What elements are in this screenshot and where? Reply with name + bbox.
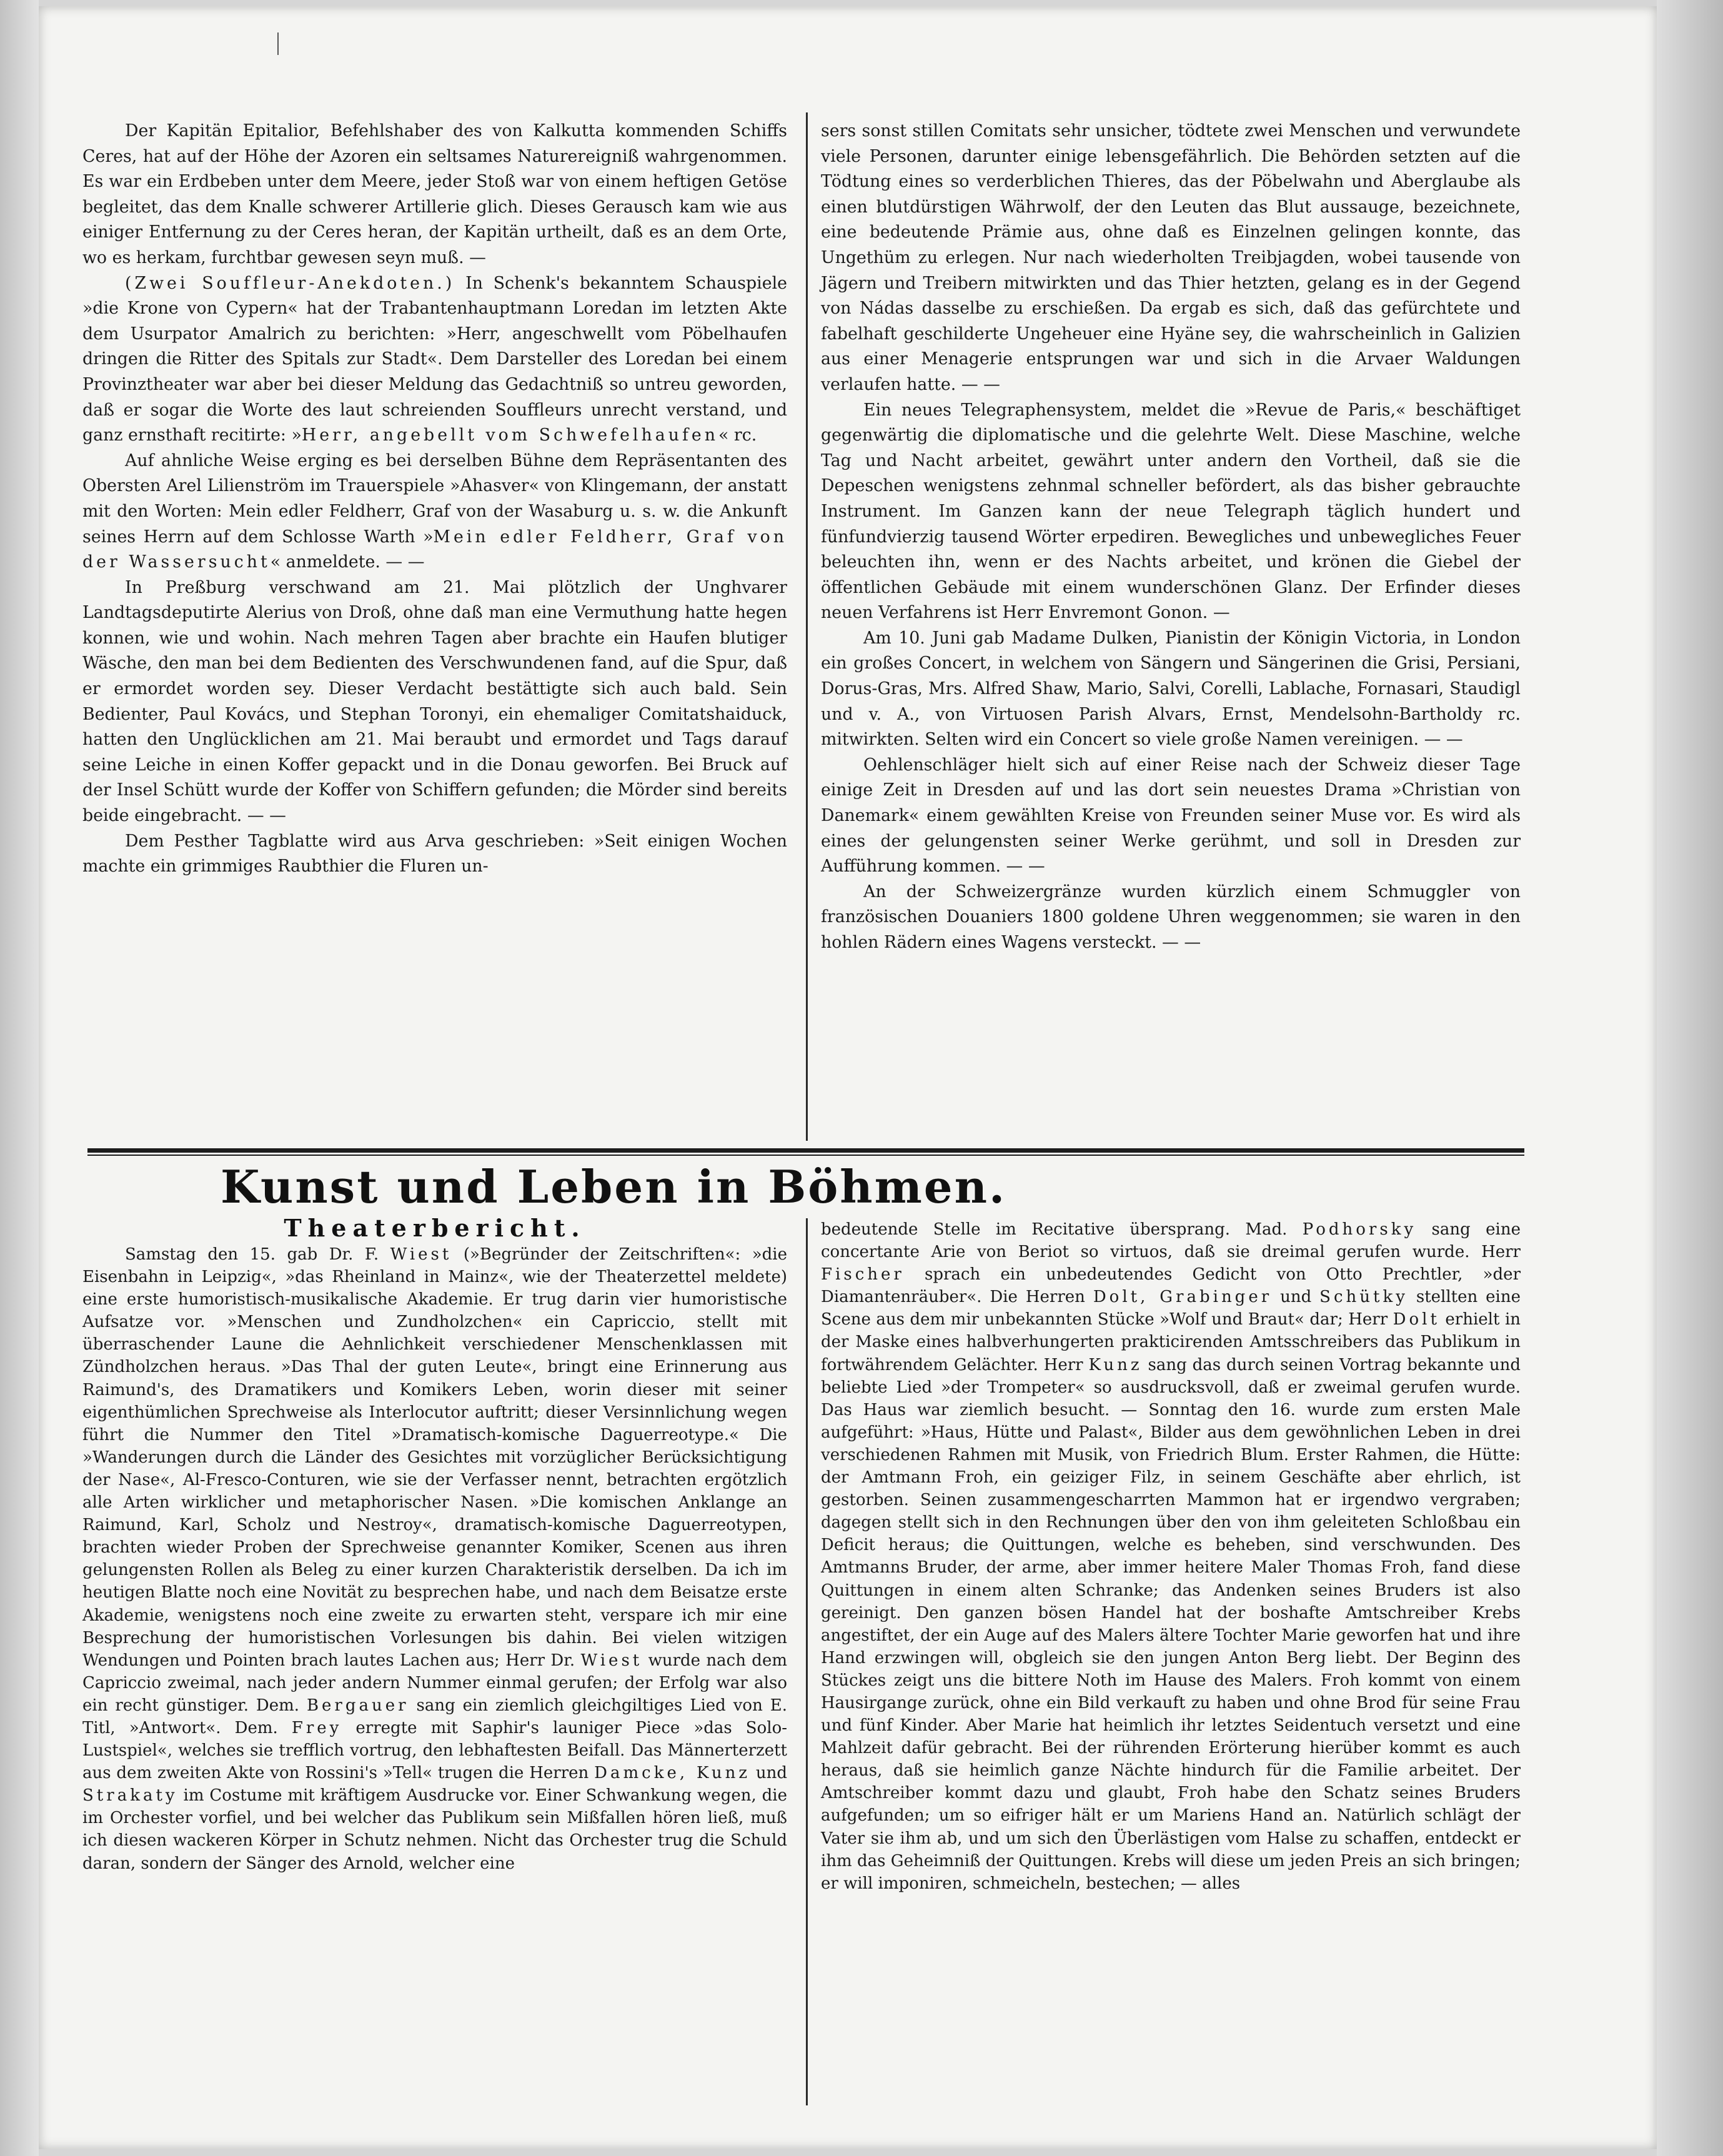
binding-shadow — [0, 0, 39, 2156]
text-run: sang eine concertante Arie von Beriot so virtuos, daß sie dreimal gerufen wurde. Herr — [821, 1220, 1521, 1262]
paragraph-hyena: sers sonst stillen Comitats sehr unsicher, tödtete zwei Menschen und verwundete viele Personen, darunter einige lebensgefährlich. Die Behörden setzten auf die Tödtung eines so verderblichen Thieres, das der Pöbelwahn und Aberglaube als einen blutdürstigen Währwolf, der den Leuten das Blut aussauge, bezeichnete, eine bedeutende Prämie aus, ohne daß es Einzelnen gelingen konnte, das Ungethüm zu erlegen. Nur nach wiederholten Treibjagden, wobei tausende von Jägern und Treibern mitwirkten und das Thier hetzten, gelang es in der Gegend von Nádas dasselbe zu erschießen. Da ergab es sich, daß das gefürchtete und fabelhaft geschilderte Ungeheuer eine Hyäne sey, die wahrscheinlich in Galizien aus einer Menagerie entsprungen war und sich in die Arvaer Waldungen verlaufen hatte. — — — [821, 121, 1521, 394]
name-dolt: Dolt — [1393, 1310, 1440, 1329]
paragraph-concert: Am 10. Juni gab Madame Dulken, Pianistin der Königin Victoria, in London ein großes Concert, in welchem von Sängern und Sängerinen die Grisi, Persiani, Dorus-Gras, Mrs. Alfred Shaw, Mario, Salvi, Corelli, Lablache, Fornasari, Staudigl und v. A., von Virtuosen Parish Alvars, Ernst, Mendelsohn-Bartholdy rc. mitwirkten. Selten wird ein Concert so viele große Namen vereinigen. — — — [821, 628, 1521, 750]
subsection-title: Theaterbericht. — [284, 1214, 586, 1242]
name-kunz: Kunz — [1088, 1355, 1143, 1374]
paragraph-pressburg: In Preßburg verschwand am 21. Mai plötzlich der Unghvarer Landtagsdeputirte Alerius von Droß, ohne daß man eine Vermuthung hatte hegen konnen, wie und wohin. Nach mehren Tagen aber brachte ein Haufen blutiger Wäsche, den man bei dem Bedienten des Verschwundenen fand, auf die Spur, daß er ermordet worden sey. Dieser Verdacht bestättigte sich auch bald. Sein Bedienter, Paul Kovács, und Stephan Toronyi, ein ehemaliger Comitatshaiduck, hatten den Unglücklichen am 21. Mai beraubt und ermordet und Tags darauf seine Leiche in einen Koffer gepackt und in die Donau geworfen. Bei Bruck auf der Insel Schütt wurde der Koffer von Schiffern gefunden; die Mörder sind bereits beide eingebracht. — — — [82, 577, 787, 826]
edge-shadow — [1657, 0, 1723, 2156]
column-divider-bottom — [806, 1218, 808, 2105]
souffleur-end: « rc. — [718, 425, 757, 445]
paragraph-earthquake: Der Kapitän Epitalior, Befehlshaber des von Kalkutta kommenden Schiffs Ceres, hat auf der Höhe der Azoren ein seltsames Naturereigniß wahrgenommen. Es war ein Erdbeben unter dem Meere, jeder Stoß war von einem heftigen Getöse begleitet, das dem Knalle schwerer Artillerie glich. Dieses Gerausch kam wie aus einiger Entfernung zu der Ceres heran, der Kapitän urtheilt, daß es an dem Orte, wo es herkam, furchtbar gewesen seyn muß. — — [82, 121, 787, 267]
name-damcke-kunz: Damcke, Kunz — [594, 1764, 751, 1783]
text-run: bedeutende Stelle im Recitative übersprang. Mad. — [821, 1220, 1303, 1239]
article-column-bottom-right — [821, 1218, 1521, 1895]
name-fischer: Fischer — [821, 1265, 905, 1284]
text-run: sang das durch seinen Vortrag bekannte und beliebte Lied »der Trompeter« so ausdrucksvoll, daß er zweimal gerufen wurde. Das Haus war ziemlich besucht. — Sonntag den 16. wurde zum ersten Male aufgeführt: »Haus, Hütte und Palast«, Bilder aus dem gewöhnlichen Leben in drei verschiedenen Rahmen mit Musik, von Friedrich Blum. Erster Rahmen, die Hütte: der Amtmann Froh, ein geiziger Filz, in seinem Geschäfte aber ehrlich, ist gestorben. Seinen zusammengescharrten Mammon hat er irgendwo vergraben; dagegen stellt sich in den Rechnungen über den von ihm geleiteten Schloßbau ein Deficit heraus; die Quittungen, welche es beheben, sind verschwunden. Des Amtmanns Bruder, der arme, aber immer heitere Maler Thomas Froh, fand diese Quittungen in einem alten Schranke; das Andenken seines Bruders ist also gereinigt. Den ganzen bösen Handel hat der boshafte Amtschreiber Krebs angestiftet, der ein Auge auf des Malers ältere Tochter Marie geworfen hat und ihre Hand erzwingen will, obgleich sie den jungen Anton Berg liebt. Der Beginn des Stückes zeigt uns die bittere Noth im Hause des Malers. Froh kommt von einem Hausirgange zurück, ohne ein Bild verkauft zu haben und ohne Brod für seine Frau und fünf Kinder. Aber Marie hat heimlich ihr letztes Seidentuch versetzt und eine Mahlzeit dafür gebracht. Bei der rührenden Erörterung hierüber kommt es auch heraus, daß sie heimlich ganze Nächte hindurch für die Familie arbeitet. Der Amtschreiber kommt dazu und glaubt, Froh habe den Schatz seines Bruders aufgefunden; um so eifriger hält er um Mariens Hand an. Natürlich schlägt der Vater sie ihm ab, und um sich den Überlästigen vom Halse zu schaffen, entdeckt er ihm das Geheimniß der Quittungen. Krebs will diese um jeden Preis an sich bringen; er will imponiren, schmeicheln, bestechen; — alles — [821, 1355, 1521, 1893]
souffleur-emphasis: Herr, angebellt vom Schwefelhaufen — [301, 425, 718, 445]
ahasver-emphasis: Mein edler Feldherr, Graf von der Wassersucht — [82, 527, 787, 572]
text-run: und — [1272, 1288, 1320, 1307]
text-run: Samstag den 15. gab Dr. F. — [125, 1245, 390, 1264]
name-podhorsky: Podhorsky — [1302, 1220, 1417, 1239]
article-column-top-left — [82, 119, 787, 880]
name-schuetky: Schütky — [1319, 1288, 1408, 1307]
ahasver-text: Auf ahnliche Weise erging es bei derselben Bühne dem Repräsentanten des Obersten Arel Lilienström im Trauerspiele »Ahasver« von Klingemann, der anstatt mit den Worten: Mein edler Feldherr, Graf von der Wasaburg u. s. w. die Ankunft seines Herrn auf dem Schlosse Warth » — [82, 450, 787, 547]
text-run: erhielt in der Maske eines halbverhungerten prakticirenden Amtsschreibers das Publikum in fortwährendem Gelächter. Herr — [821, 1310, 1521, 1374]
souffleur-text: In Schenk's bekanntem Schauspiele »die Krone von Cypern« hat der Trabantenhauptmann Loredan im letzten Akte dem Usurpator Amalrich zu berichten: »Herr, angeschwellt vom Pöbelhaufen dringen die Ritter des Spitals zur Stadt«. Dem Darsteller des Loredan bei einem Provinztheater war aber bei dieser Meldung das Gedachtniß so untreu geworden, daß er sogar die Worte des laut schreienden Souffleurs unrecht verstand, und ganz ernsthaft recitirte: » — [82, 273, 787, 445]
article-column-bottom-left — [82, 1243, 787, 1875]
souffleur-heading: (Zwei Souffleur-Anekdoten.) — [125, 273, 455, 293]
name-wiest: Wiest — [580, 1651, 643, 1670]
paragraph-oehlenschlaeger: Oehlenschläger hielt sich auf einer Reise nach der Schweiz dieser Tage einige Zeit in Dresden auf und las dort sein neuestes Drama »Christian von Danemark« einem gewählten Kreise von Freunden seiner Muse vor. Es wird als eines der gelungensten seiner Werke gerühmt, und soll in Dresden zur Aufführung kommen. — — — [821, 755, 1521, 877]
name-strakaty: Strakaty — [82, 1786, 178, 1806]
text-run: wurde nach dem Capriccio zweimal, nach jeder andern Nummer einmal gerufen; der Erfolg war also ein recht günstiger. Dem. — [82, 1651, 787, 1715]
text-run: im Costume mit kräftigem Ausdrucke vor. Einer Schwankung wegen, die im Orchester vorfiel, und bei welcher das Publikum sein Mißfallen hören ließ, muß ich diesen wackeren Körper in Schutz nehmen. Nicht das Orchester trug die Schuld daran, sondern der Sänger des Arnold, welcher eine — [82, 1786, 787, 1873]
text-run: sprach ein unbedeutendes Gedicht von Otto Prechtler, »der Diamantenräuber«. Die Herren — [821, 1265, 1521, 1307]
column-divider-top — [806, 112, 808, 1141]
ahasver-end: « anmeldete. — — — [270, 552, 425, 572]
paragraph-souffleur — [82, 271, 787, 449]
name-dolt-grabinger: Dolt, Grabinger — [1093, 1288, 1273, 1307]
text-run: und — [750, 1764, 787, 1783]
text-run: stellten eine Scene aus dem mir unbekannten Stücke »Wolf und Braut« dar; Herr — [821, 1288, 1521, 1329]
text-run: (»Begründer der Zeitschriften«: »die Eisenbahn in Leipzig«, »das Rheinland in Mainz«, wie der Theaterzettel meldete) eine erste humoristisch-musikalische Akademie. Er trug darin vier humoristische Aufsatze vor. »Menschen und Zundholzchen« ein Capriccio, stellt mit überraschender Laune die Aehnlichkeit verschiedener Menschenklassen mit Zündholzchen heraus. »Das Thal der guten Leute«, bringt eine Erinnerung aus Raimund's, des Dramatikers und Komikers Leben, worin dieser mit seiner eigenthümlichen Sprechweise als Interlocutor auftritt; dieser Versinnlichung wegen führt die Nummer den Titel »Dramatisch-komische Daguerreotype.« Die »Wanderungen durch die Länder des Gesichtes mit vorzüglicher Berücksichtigung der Nase«, Al-Fresco-Conturen, wie sie der Verfasser nennt, betrachten ergötzlich alle Arten wirklicher und metaphorischer Nasen. »Die komischen Anklange an Raimund, Karl, Scholz und Nestroy«, dramatisch-komische Daguerreotypen, brachten wieder Proben der Sprechweise genannter Komiker, Scenen aus ihren gelungensten Rollen als Beleg zu einer kurzen Charakteristik derselben. Da ich im heutigen Blatte noch eine Novität zu besprechen habe, und nach dem Beisatze erste Akademie, wenigstens noch eine zweite zu erwarten steht, verspare ich mir eine Besprechung der humoristischen Vorlesungen bis dahin. Bei vielen witzigen Wendungen und Pointen brach lautes Lachen aus; Herr Dr. — [82, 1245, 787, 1670]
article-column-top-right — [821, 119, 1521, 956]
text-run: sang ein ziemlich gleichgiltiges Lied von E. Titl, »Antwort«. Dem. — [82, 1696, 787, 1737]
page-mark — [277, 32, 279, 55]
section-title: Kunst und Leben in Böhmen. — [220, 1160, 1007, 1213]
name-bergauer: Bergauer — [306, 1696, 409, 1715]
paragraph-theater-report-cont — [821, 1218, 1521, 1895]
section-rule-thin — [87, 1155, 1524, 1156]
section-rule-thick — [87, 1148, 1524, 1153]
paragraph-smuggler: An der Schweizergränze wurden kürzlich einem Schmuggler von französischen Douaniers 1800 goldene Uhren weggenommen; sie waren in den hohlen Rädern eines Wagens versteckt. — — — [821, 882, 1521, 952]
paragraph-ahasver — [82, 449, 787, 575]
text-run: erregte mit Saphir's launiger Piece »das Solo-Lustspiel«, welches sie trefflich vortrug, den lebhaftesten Beifall. Das Männerterzett aus dem zweiten Akte von Rossini's »Tell« trugen die Herren — [82, 1718, 788, 1783]
name-wiest: Wiest — [390, 1245, 452, 1264]
name-frey: Frey — [291, 1718, 342, 1737]
paragraph-pesther: Dem Pesther Tagblatte wird aus Arva geschrieben: »Seit einigen Wochen machte ein grimmiges Raubthier die Fluren un- — [82, 831, 787, 877]
paragraph-theater-report — [82, 1243, 787, 1875]
paragraph-telegraph: Ein neues Telegraphensystem, meldet die »Revue de Paris,« beschäftiget gegenwärtig die diplomatische und die gelehrte Welt. Diese Maschine, welche Tag und Nacht arbeitet, gewährt unter andern den Vortheil, daß sie die Depeschen wenigstens zehnmal schneller befördert, als das bisher gebrauchte Instrument. Im Ganzen kann der neue Telegraph täglich hundert und fünfundvierzig tausend Wörter erpediren. Bewegliches und unbewegliches Feuer beleuchten ihn, wenn er des Nachts arbeitet, und krönen die Giebel der öffentlichen Gebäude mit einem wunderschönen Glanz. Der Erfinder dieses neuen Verfahrens ist Herr Envremont Gonon. — — [821, 400, 1521, 623]
